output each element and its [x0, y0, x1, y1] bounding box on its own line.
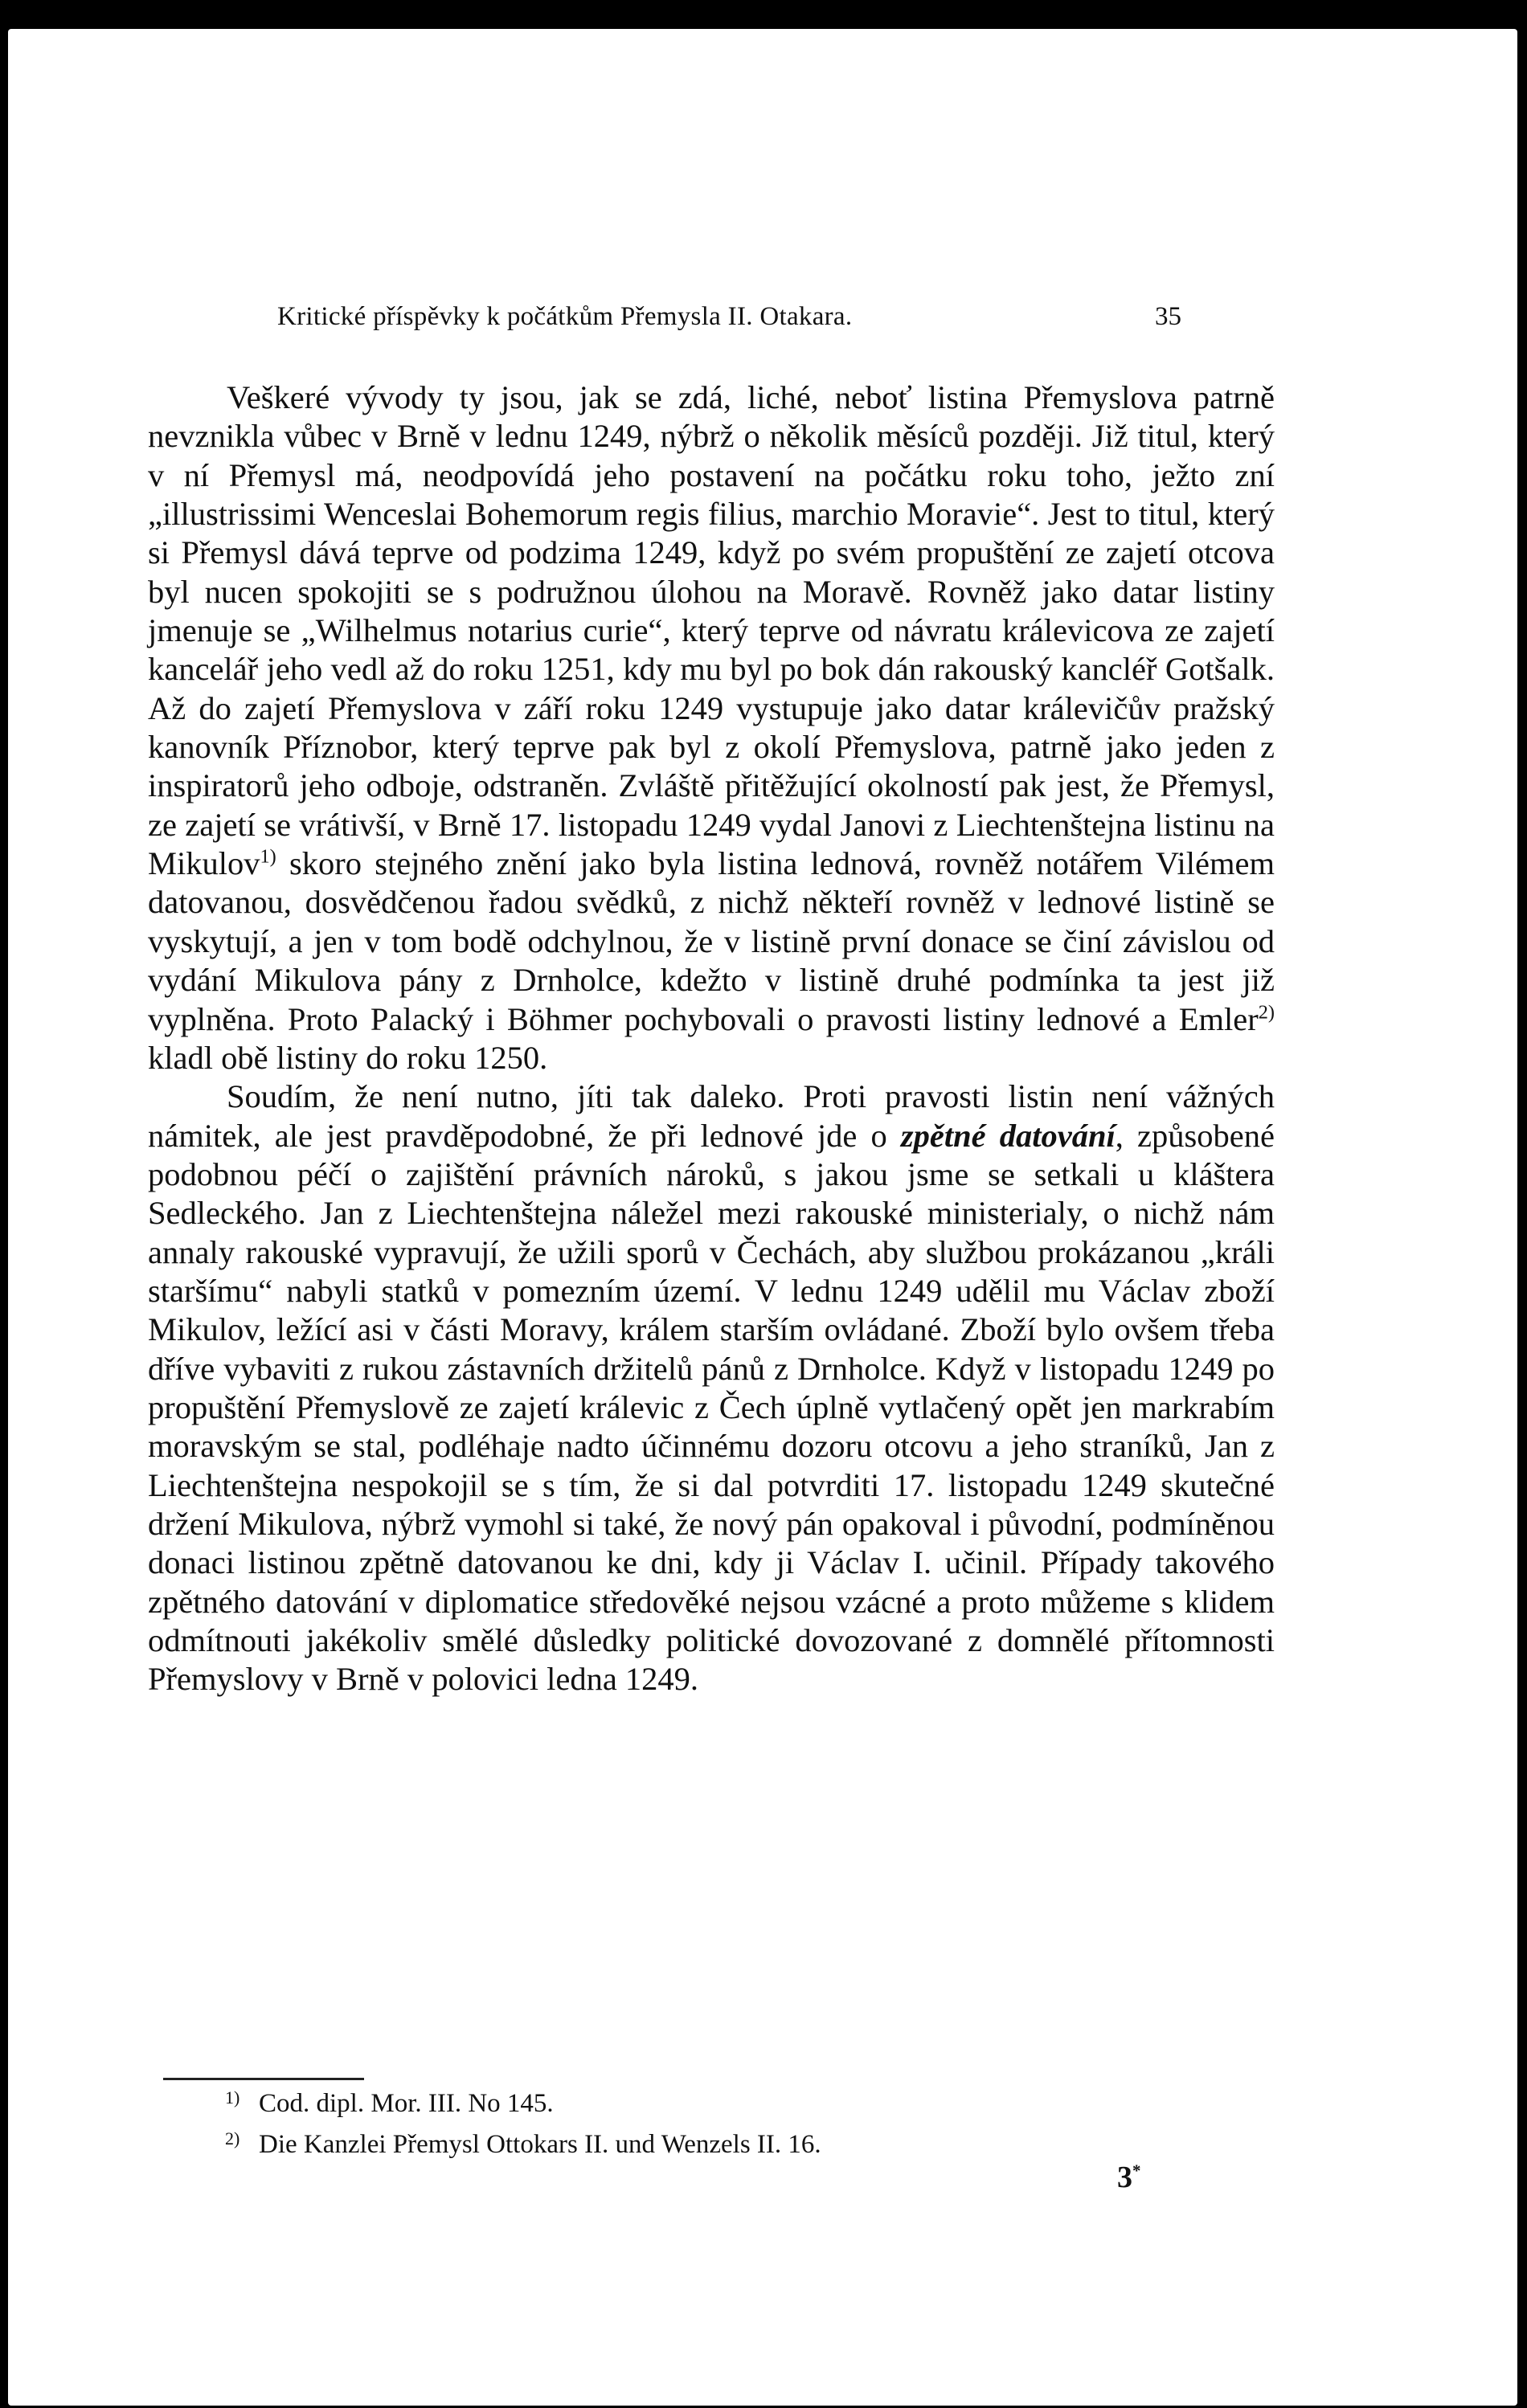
paragraph-text: Soudím, že není nutno, jíti tak daleko. Proti pravosti listin není vážných námitek, ale jest pravděpodobné, že při lednové jde o	[148, 1078, 1275, 1154]
running-header	[277, 302, 1181, 342]
page-number: 35	[1155, 302, 1181, 331]
footnote	[225, 2080, 1230, 2121]
footnote-text: Die Kanzlei Přemysl Ottokars II. und Wenzels II. 16.	[259, 2130, 821, 2159]
paragraph-text: kladl obě listiny do roku 1250.	[148, 1039, 548, 1076]
emphasis-text: zpětné datování	[900, 1117, 1116, 1154]
running-title: Kritické příspěvky k počátkům Přemysla II. Otakara.	[277, 302, 853, 331]
signature-star: *	[1132, 2161, 1141, 2181]
paragraph	[148, 378, 1275, 1077]
body-text	[148, 378, 1275, 1699]
paragraph-text: skoro stejného znění jako byla listina lednová, rovněž notářem Vilémem datovanou, dosvědčenou řadou svědků, z nichž někteří rovněž v lednové listině se vyskytují, a jen v tom bodě odchylnou, že v listině první donace se činí závislou od vydání Mikulova pány z Drnholce, kdežto v listině druhé podmínka ta jest již vyplněna. Proto Palacký i Böhmer pochybovali o pravosti listiny lednové a Emler	[148, 845, 1275, 1037]
footnote-ref: 2)	[1258, 1001, 1275, 1023]
signature-number: 3	[1117, 2161, 1132, 2194]
paragraph-text: , způsobené podobnou péčí o zajištění právních nároků, s jakou jsme se setkali u kláštera Sedleckého. Jan z Liechtenštejna náležel mezi rakouské ministerialy, o nichž nám annaly rakouské vypravují, že užili sporů v Čechách, aby službou prokázanou „králi staršímu“ nabyli statků v pomezním území. V lednu 1249 udělil mu Václav zboží Mikulov, ležící asi v části Moravy, králem starším ovládané. Zboží bylo ovšem třeba dříve vybaviti z rukou zástavních držitelů pánů z Drnholce. Když v listopadu 1249 po propuštění Přemyslově ze zajetí králevic z Čech úplně vytlačený opět jen markrabím moravským se stal, podléhaje nadto účinnému dozoru otcovu a jeho straníků, Jan z Liechtenštejna nespokojil se s tím, že si dal potvrditi 17. listopadu 1249 skutečné držení Mikulova, nýbrž vymohl si také, že nový pán opakoval i původní, podmíněnou donaci listinou zpětně datovanou ke dni, kdy ji Václav I. učinil. Případy takového zpětného datování v diplomatice středověké nejsou vzácné a proto můžeme s klidem odmítnouti jakékoliv smělé důsledky politické dovozované z domnělé přítomnosti Přemyslovy v Brně v polovici ledna 1249.	[148, 1117, 1275, 1698]
footnote-marker: 2)	[225, 2128, 240, 2148]
footnotes	[225, 2080, 1230, 2162]
paragraph	[148, 1077, 1275, 1699]
printer-signature	[1117, 2160, 1140, 2195]
footnote-marker: 1)	[225, 2087, 240, 2108]
footnote	[225, 2121, 1230, 2162]
document-page	[8, 29, 1517, 2406]
paragraph-text: Veškeré vývody ty jsou, jak se zdá, liché, neboť listina Přemyslova patrně nevznikla vůbec v Brně v lednu 1249, nýbrž o několik měsíců později. Již titul, který v ní Přemysl má, neodpovídá jeho postavení na počátku roku toho, ježto zní „illustrissimi Wenceslai Bohemorum regis filius, marchio Moravie“. Jest to titul, který si Přemysl dává teprve od podzima 1249, když po svém propuštění ze zajetí otcova byl nucen spokojiti se s podružnou úlohou na Moravě. Rovněž jako datar listiny jmenuje se „Wilhelmus notarius curie“, který teprve od návratu králevicova ze zajetí kancelář jeho vedl až do roku 1251, kdy mu byl po bok dán rakouský kancléř Gotšalk. Až do zajetí Přemyslova v září roku 1249 vystupuje jako datar králevičův pražský kanovník Příznobor, který teprve pak byl z okolí Přemyslova, patrně jako jeden z inspiratorů jeho odboje, odstraněn. Zvláště přitěžující okolností pak jest, že Přemysl, ze zajetí se vrátivší, v Brně 17. listopadu 1249 vydal Janovi z Liechtenštejna listinu na Mikulov	[148, 379, 1275, 882]
footnote-ref: 1)	[260, 845, 276, 868]
footnote-text: Cod. dipl. Mor. III. No 145.	[259, 2089, 554, 2118]
